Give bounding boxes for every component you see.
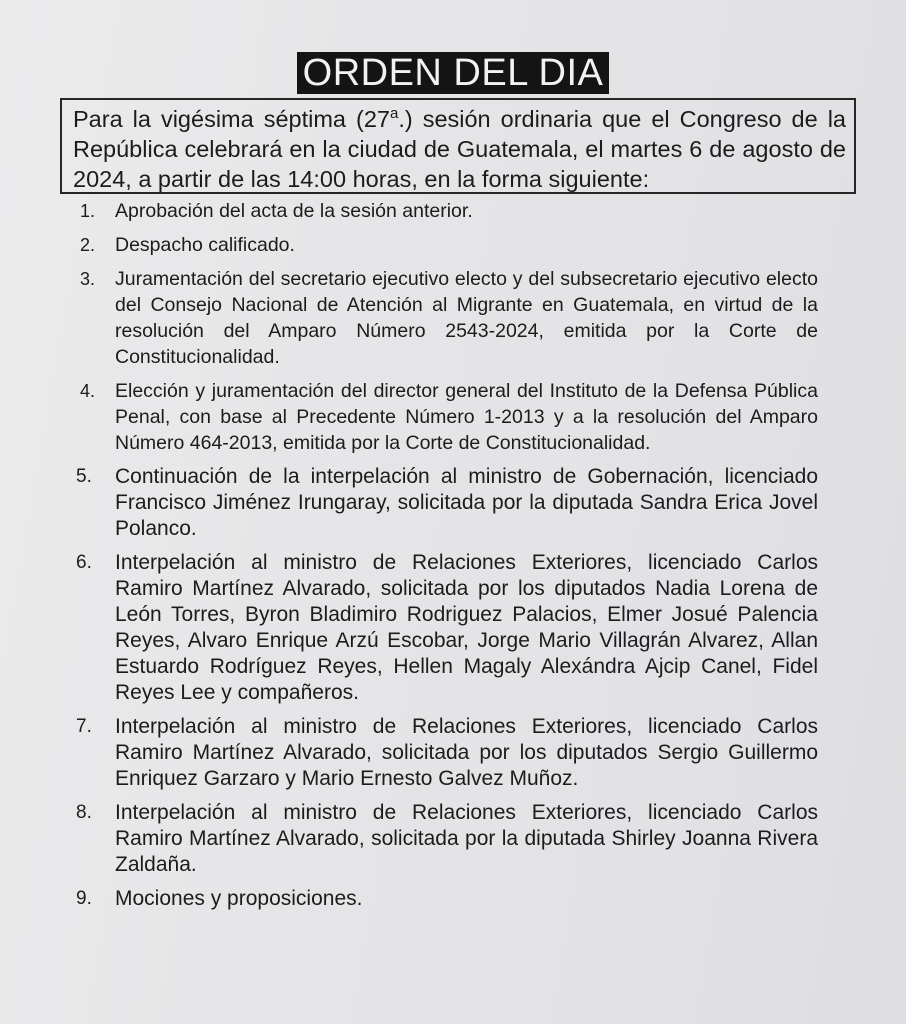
agenda-item-text: Elección y juramentación del director general del Instituto de la Defensa Pública Penal, con base al Precedente Número 1-2013 y a la resolución del Amparo Número 464-2013, emitida por la Corte de Constitucionalidad. [115, 380, 818, 454]
agenda-list [70, 198, 818, 920]
intro-text-start: Para la vigésima séptima (27 [73, 106, 390, 132]
agenda-item-number: 4. [80, 381, 96, 401]
agenda-item-4 [70, 378, 818, 456]
agenda-item-2 [70, 232, 818, 258]
agenda-item-number: 5. [76, 466, 92, 487]
agenda-item-number: 9. [76, 888, 92, 909]
agenda-item-7 [70, 714, 818, 792]
agenda-item-number: 7. [76, 716, 92, 737]
intro-text-rest: .) sesión ordinaria que el Congreso de la República celebrará en la ciudad de Guatemala, el martes 6 de agosto de 2024, a partir de las 14:00 horas, en la forma siguiente: [73, 106, 846, 192]
title-container [0, 52, 906, 94]
agenda-item-5 [70, 464, 818, 542]
agenda-item-text: Juramentación del secretario ejecutivo electo y del subsecretario ejecutivo electo del Consejo Nacional de Atención al Migrante en Guatemala, en virtud de la resolución del Amparo Número 2543-2024, emitida por la Corte de Constitucionalidad. [115, 268, 818, 368]
agenda-item-text: Aprobación del acta de la sesión anterior. [115, 200, 473, 222]
agenda-item-number: 2. [80, 235, 96, 255]
agenda-item-text: Mociones y proposiciones. [115, 887, 363, 910]
agenda-item-number: 1. [80, 201, 96, 221]
agenda-item-8 [70, 800, 818, 878]
agenda-item-number: 3. [80, 269, 96, 289]
agenda-item-text: Interpelación al ministro de Relaciones Exteriores, licenciado Carlos Ramiro Martínez Alvarado, solicitada por la diputada Shirley Joanna Rivera Zaldaña. [115, 801, 818, 876]
agenda-item-3 [70, 266, 818, 370]
agenda-item-1 [70, 198, 818, 224]
page-title: ORDEN DEL DIA [297, 52, 610, 94]
intro-box [60, 98, 856, 194]
agenda-item-number: 8. [76, 802, 92, 823]
agenda-item-text: Interpelación al ministro de Relaciones Exteriores, licenciado Carlos Ramiro Martínez Alvarado, solicitada por los diputados Nadia Lorena de León Torres, Byron Bladimiro Rodriguez Palacios, Elmer Josué Palencia Reyes, Alvaro Enrique Arzú Escobar, Jorge Mario Villagrán Alvarez, Allan Estuardo Rodríguez Reyes, Hellen Magaly Alexándra Ajcip Canel, Fidel Reyes Lee y compañeros. [115, 551, 818, 704]
agenda-item-text: Interpelación al ministro de Relaciones Exteriores, licenciado Carlos Ramiro Martínez Alvarado, solicitada por los diputados Sergio Guillermo Enriquez Garzaro y Mario Ernesto Galvez Muñoz. [115, 715, 818, 790]
agenda-item-text: Despacho calificado. [115, 234, 295, 256]
agenda-item-number: 6. [76, 552, 92, 573]
agenda-item-9 [70, 886, 818, 912]
intro-ordinal-superscript: a [389, 105, 399, 123]
agenda-item-6 [70, 550, 818, 706]
agenda-item-text: Continuación de la interpelación al ministro de Gobernación, licenciado Francisco Jiménez Irungaray, solicitada por la diputada Sandra Erica Jovel Polanco. [115, 465, 818, 540]
